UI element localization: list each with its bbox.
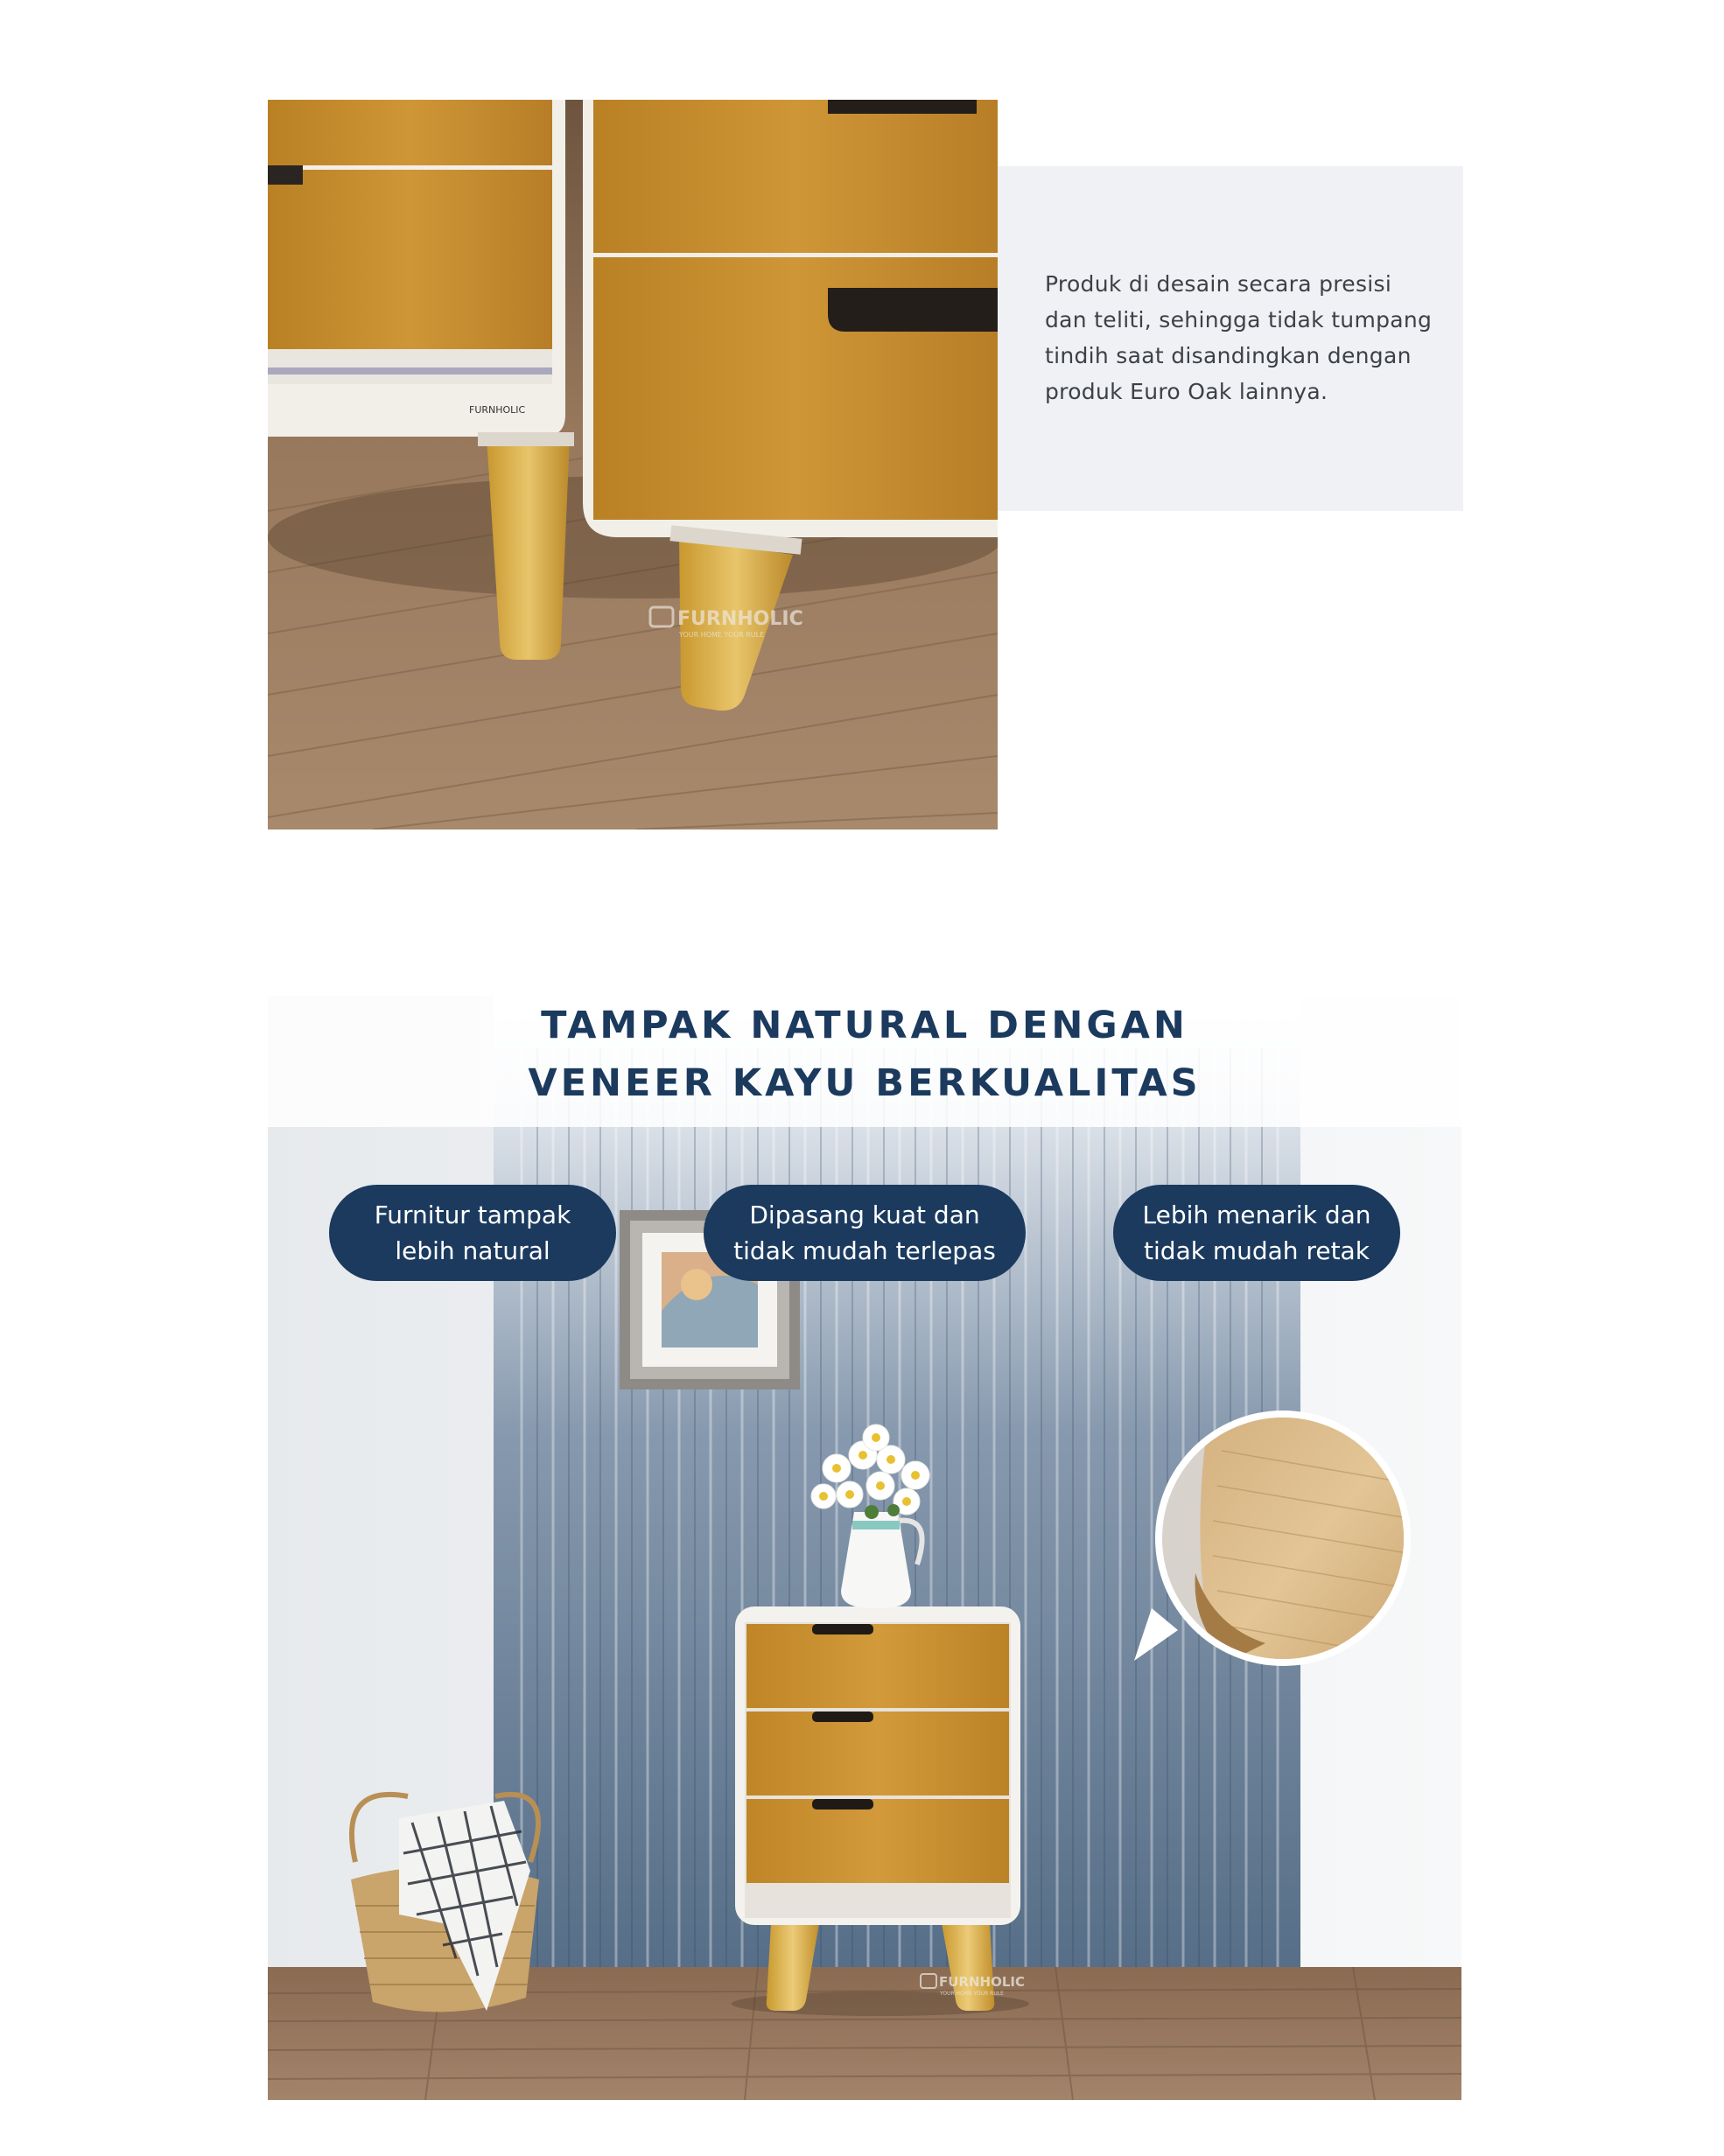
headline-line-2: VENEER KAYU BERKUALITAS — [528, 1061, 1202, 1105]
nightstand-scene-photo — [268, 996, 1461, 2100]
watermark-brand: FURNHOLIC — [677, 608, 803, 630]
cabinet-detail-photo — [268, 100, 998, 830]
scene-watermark-tagline: YOUR HOME YOUR RULE — [940, 1991, 1004, 1997]
feature-pill-strong-text: Dipasang kuat dan tidak mudah terlepas — [733, 1200, 996, 1265]
watermark-tagline: YOUR HOME YOUR RULE — [679, 631, 765, 639]
feature-pill-attractive-text: Lebih menarik dan tidak mudah retak — [1142, 1200, 1371, 1265]
feature-pill-attractive — [1113, 1185, 1400, 1281]
feature-pill-strong — [704, 1185, 1026, 1281]
headline-line-1: TAMPAK NATURAL DENGAN — [541, 1004, 1188, 1047]
feature-description-text: Produk di desain secara presisi dan teliti, sehingga tidak tumpang tindih saat disandingkan dengan produk Euro Oak lainnya. — [1045, 271, 1433, 404]
feature-pill-natural — [329, 1185, 616, 1281]
nightstand-scene-illustration — [268, 996, 1461, 2100]
cabinet-label: FURNHOLIC — [469, 404, 526, 416]
feature-description-panel — [998, 166, 1463, 511]
feature-pill-natural-text: Furnitur tampak lebih natural — [374, 1200, 571, 1265]
cabinet-detail-illustration — [268, 100, 998, 830]
scene-watermark-brand: FURNHOLIC — [939, 1974, 1025, 1990]
